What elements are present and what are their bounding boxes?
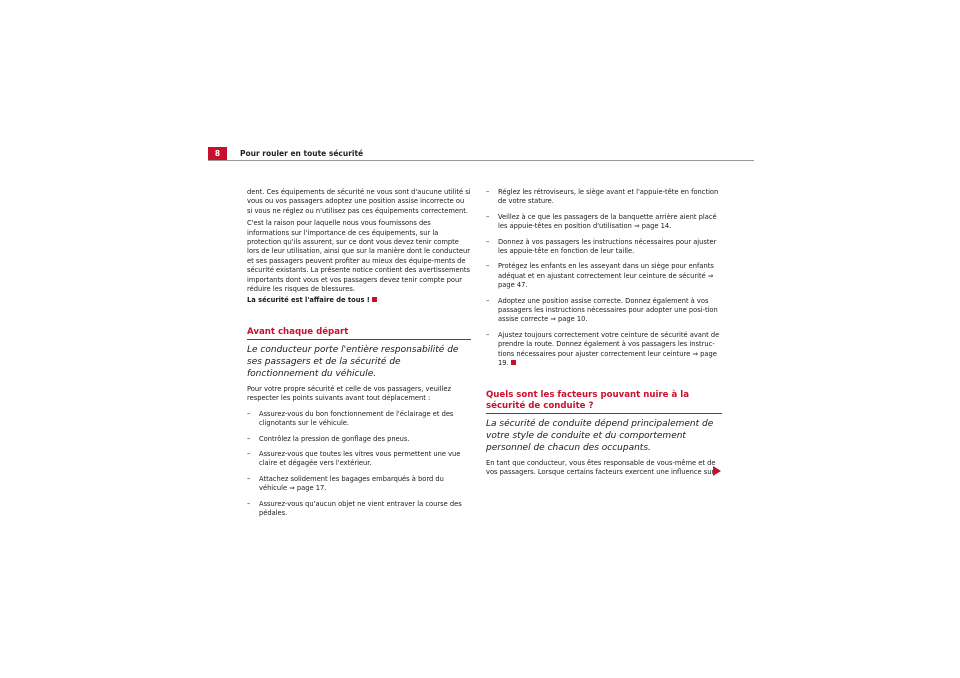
red-triangle-arrow-icon [713, 466, 721, 476]
list-item: – Contrôlez la pression de gonflage des pneus. [247, 435, 471, 444]
section-before-departure [247, 327, 471, 518]
section-title: Quels sont les facteurs pouvant nuire à la sécurité de conduite ? [486, 390, 722, 414]
section-body: Pour votre propre sécurité et celle de vos passagers, veuillez respecter les points suivants avant tout déplacement : [247, 384, 452, 403]
section-lead: Le conducteur porte l'entière responsabilité de ses passagers et de la sécurité de fonctionnement du véhicule. [247, 344, 459, 379]
list-item: – Veillez à ce que les passagers de la banquette arrière aient placé les appuie-têtes en position d'utilisation ⇒ page 14. [486, 213, 722, 232]
section-title: Avant chaque départ [247, 327, 471, 340]
intro-paragraph-1: dent. Ces équipements de sécurité ne vous sont d'aucune utilité si vous ou vos passagers adoptez une position assise incorrecte ou si vous ne réglez ou n'utilisez pas ces équipements correctement. [247, 188, 471, 215]
list-item: – Protégez les enfants en les asseyant dans un siège pour enfants adéquat et en ajustant correctement leur ceinture de sécurité ⇒ page 47. [486, 262, 722, 290]
right-column [486, 188, 722, 477]
red-square-icon [372, 297, 377, 302]
intro-paragraph-2: C'est la raison pour laquelle nous vous fournissons des informations sur l'importance de ces équipements, sur la protection qu'ils assurent, sur ce dont vous devez tenir compte lors de leur utilisation, ainsi que sur la manière dont le conducteur et ses passagers peuvent profiter au mieux des équipe-ments de sécurité existants. La présente notice contient des avertissements importants dont vous et vos passagers devez tenir compte pour réduire les risques de blessures. [247, 219, 471, 294]
list-item-text: Ajustez toujours correctement votre ceinture de sécurité avant de prendre la route. Donnez également à vos passagers les instruc-tions nécessaires pour ajuster correctement leur ceinture ⇒ page 19. [498, 330, 720, 368]
checklist-right [486, 188, 722, 369]
list-item: – Adoptez une position assise correcte. Donnez également à vos passagers les instructions nécessaires pour adopter une posi-tion assise correcte ⇒ page 10. [486, 297, 722, 325]
list-item: – Assurez-vous du bon fonctionnement de l'éclairage et des clignotants sur le véhicule. [247, 410, 471, 429]
intro-paragraph-3-text: La sécurité est l'affaire de tous ! [247, 296, 370, 305]
page-header [208, 147, 754, 161]
list-item: – Assurez-vous que toutes les vitres vous permettent une vue claire et dégagée vers l'extérieur. [247, 450, 471, 469]
page-number: 8 [208, 147, 227, 160]
section-lead: La sécurité de conduite dépend principalement de votre style de conduite et du comportement personnel de chacun des occupants. [486, 418, 714, 453]
red-square-icon [511, 360, 516, 365]
section-driving-safety [486, 390, 722, 478]
list-item: – Donnez à vos passagers les instructions nécessaires pour ajuster les appuie-tête en fonction de leur taille. [486, 238, 722, 257]
list-item: – Assurez-vous qu'aucun objet ne vient entraver la course des pédales. [247, 500, 471, 519]
checklist-left [247, 410, 471, 519]
list-item: – Réglez les rétroviseurs, le siège avant et l'appuie-tête en fonction de votre stature. [486, 188, 722, 207]
list-item-last [486, 331, 722, 369]
section-body: En tant que conducteur, vous êtes responsable de vous-même et de vos passagers. Lorsque certains facteurs exercent une influence sur [486, 458, 716, 476]
running-head: Pour rouler en toute sécurité [240, 149, 364, 158]
list-item: – Attachez solidement les bagages embarqués à bord du véhicule ⇒ page 17. [247, 475, 471, 494]
left-column [247, 188, 471, 518]
intro-paragraph-3 [247, 296, 471, 305]
